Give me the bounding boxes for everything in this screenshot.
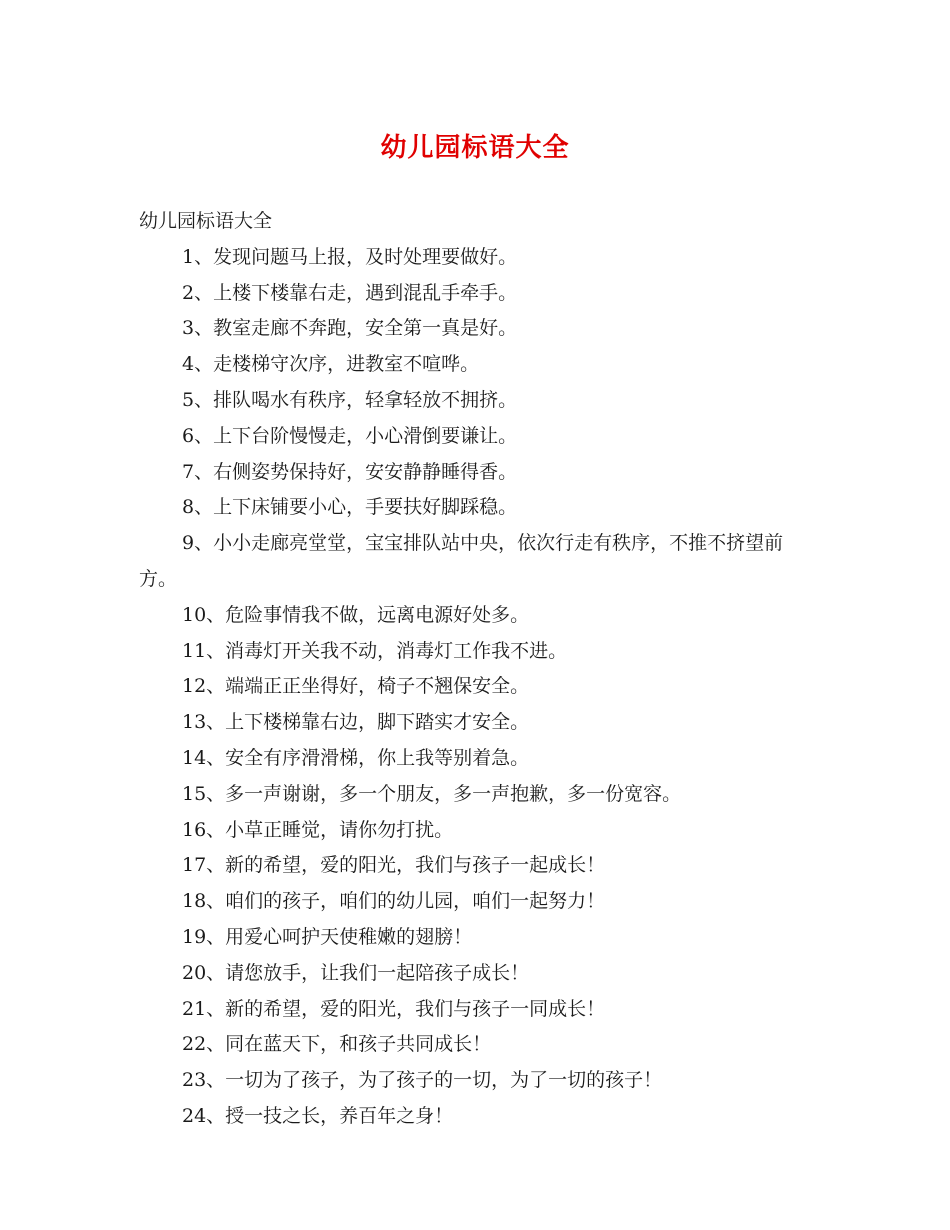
slogan-item: 3、教室走廊不奔跑，安全第一真是好。: [182, 317, 518, 340]
document-body: [139, 204, 814, 1135]
slogan-item: 24、授一技之长，养百年之身！: [182, 1104, 454, 1127]
slogan-item: 4、走楼梯守次序，进教室不喧哗。: [182, 353, 480, 376]
slogan-item: 6、上下台阶慢慢走，小心滑倒要谦让。: [182, 424, 518, 447]
slogan-item: 17、新的希望，爱的阳光，我们与孩子一起成长！: [182, 854, 606, 877]
slogan-item: 8、上下床铺要小心，手要扶好脚踩稳。: [182, 496, 518, 519]
slogan-item: 18、咱们的孩子，咱们的幼儿园，咱们一起努力！: [182, 890, 606, 913]
slogan-item: 12、端端正正坐得好，椅子不翘保安全。: [182, 675, 530, 698]
slogan-item: 5、排队喝水有秩序，轻拿轻放不拥挤。: [182, 388, 518, 411]
slogan-item: 2、上楼下楼靠右走，遇到混乱手牵手。: [182, 281, 518, 304]
slogan-item: 1、发现问题马上报，及时处理要做好。: [182, 245, 518, 268]
slogan-item: 13、上下楼梯靠右边，脚下踏实才安全。: [182, 711, 530, 734]
document-subtitle: 幼儿园标语大全: [139, 210, 273, 232]
slogan-item: 20、请您放手，让我们一起陪孩子成长！: [182, 961, 530, 984]
slogan-item: 10、危险事情我不做，远离电源好处多。: [182, 603, 530, 626]
slogan-item: 14、安全有序滑滑梯，你上我等别着急。: [182, 746, 530, 769]
slogan-item: 21、新的希望，爱的阳光，我们与孩子一同成长！: [182, 997, 606, 1020]
slogan-item: 11、消毒灯开关我不动，消毒灯工作我不进。: [182, 639, 568, 662]
slogan-item: 22、同在蓝天下，和孩子共同成长！: [182, 1033, 492, 1056]
slogan-item: 16、小草正睡觉，请你勿打扰。: [182, 818, 454, 841]
slogan-item: 15、多一声谢谢，多一个朋友，多一声抱歉，多一份宽容。: [182, 782, 682, 805]
slogan-item: 23、一切为了孩子，为了孩子的一切，为了一切的孩子！: [182, 1069, 663, 1092]
slogan-item: 19、用爱心呵护天使稚嫩的翅膀！: [182, 925, 473, 948]
document-title: 幼儿园标语大全: [380, 133, 570, 163]
slogan-item: 9、小小走廊亮堂堂，宝宝排队站中央，依次行走有秩序，不推不挤望前方。: [139, 532, 784, 590]
slogan-item: 7、右侧姿势保持好，安安静静睡得香。: [182, 460, 518, 483]
